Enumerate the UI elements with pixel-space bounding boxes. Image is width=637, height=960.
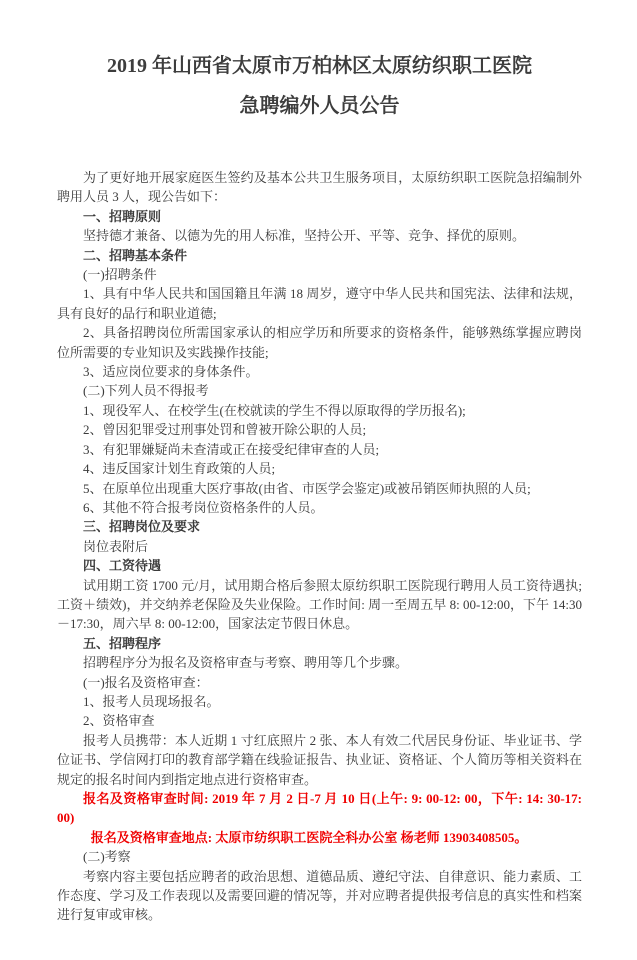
section1-body: 坚持德才兼备、以德为先的用人标准，坚持公开、平等、竞争、择优的原则。 bbox=[83, 228, 526, 244]
section5-heading: 五、招聘程序 bbox=[83, 635, 162, 651]
section4-heading: 四、工资待遇 bbox=[83, 558, 162, 574]
section3-body: 岗位表附后 bbox=[83, 538, 149, 554]
section5-inspection: 考察内容主要包括应聘者的政治思想、道德品质、遵纪守法、自律意识、能力素质、工作态度、学习及工作表现以及需要回避的情况等，并对应聘者提供报考信息的真实性和档案进行复审或审核。 bbox=[57, 868, 582, 923]
section2-condition-1: 1、具有中华人民共和国国籍且年满 18 周岁，遵守中华人民共和国宪法、法律和法规，具有良好的品行和职业道德; bbox=[57, 286, 582, 321]
section5-materials: 报考人员携带：本人近期 1 寸红底照片 2 张、本人有效二代居民身份证、毕业证书、学位证书、学信网打印的教育部学籍在线验证报告、执业证、资格证、个人简历等相关资料在规定的报名时间内到指定地点进行资格审查。 bbox=[57, 732, 582, 787]
section2-subheading-2: (二)下列人员不得报考 bbox=[83, 383, 209, 399]
section5-subheading-1: (一)报名及资格审查： bbox=[83, 674, 209, 690]
section2-restriction-1: 1、现役军人、在校学生(在校就读的学生不得以原取得的学历报名); bbox=[83, 402, 466, 418]
section1-heading: 一、招聘原则 bbox=[83, 208, 162, 224]
registration-time-notice: 报名及资格审查时间: 2019 年 7 月 2 日-7 月 10 日(上午: 9: 00-12: 00，下午: 14: 30-17: 00) bbox=[57, 791, 582, 826]
page-title bbox=[57, 46, 582, 126]
section5-subheading-2: (二)考察 bbox=[83, 849, 131, 865]
section5-body: 招聘程序分为报名及资格审查与考察、聘用等几个步骤。 bbox=[83, 655, 409, 671]
section2-restriction-5: 5、在原单位出现重大医疗事故(由省、市医学会鉴定)或被吊销医师执照的人员; bbox=[83, 480, 531, 496]
registration-place-notice: 报名及资格审查地点: 太原市纺织职工医院全科办公室 杨老师 13903408505。 bbox=[90, 829, 528, 845]
section4-body: 试用期工资 1700 元/月，试用期合格后参照太原纺织职工医院现行聘用人员工资待遇执;工资＋绩效)，并交纳养老保险及失业保险。工作时间: 周一至周五早 8: 00-12:00，下午 14:30－17:30，周六早 8: 00-12:00，国家法定节假日休息。 bbox=[57, 577, 582, 632]
section3-heading: 三、招聘岗位及要求 bbox=[83, 519, 201, 535]
section2-condition-3: 3、适应岗位要求的身体条件。 bbox=[83, 364, 259, 380]
page-title-line-2: 急聘编外人员公告 bbox=[239, 95, 400, 117]
section2-restriction-3: 3、有犯罪嫌疑尚未查清或正在接受纪律审查的人员; bbox=[83, 441, 380, 457]
intro-paragraph: 为了更好地开展家庭医生签约及基本公共卫生服务项目，太原纺织职工医院急招编制外聘用人员 3 人，现公告如下： bbox=[57, 170, 582, 205]
section5-step-1: 1、报考人员现场报名。 bbox=[83, 693, 220, 709]
section2-subheading-1: (一)招聘条件 bbox=[83, 267, 157, 283]
announcement-body bbox=[57, 168, 582, 925]
section2-heading: 二、招聘基本条件 bbox=[83, 247, 188, 263]
page-title-line-1: 2019 年山西省太原市万柏林区太原纺织职工医院 bbox=[107, 55, 532, 77]
section2-restriction-6: 6、其他不符合报考岗位资格条件的人员。 bbox=[83, 499, 324, 515]
section2-restriction-4: 4、违反国家计划生育政策的人员; bbox=[83, 461, 276, 477]
section5-step-2: 2、资格审查 bbox=[83, 713, 155, 729]
section2-restriction-2: 2、曾因犯罪受过刑事处罚和曾被开除公职的人员; bbox=[83, 422, 367, 438]
section2-condition-2: 2、具备招聘岗位所需国家承认的相应学历和所要求的资格条件，能够熟练掌握应聘岗位所需要的专业知识及实践操作技能; bbox=[57, 325, 582, 360]
